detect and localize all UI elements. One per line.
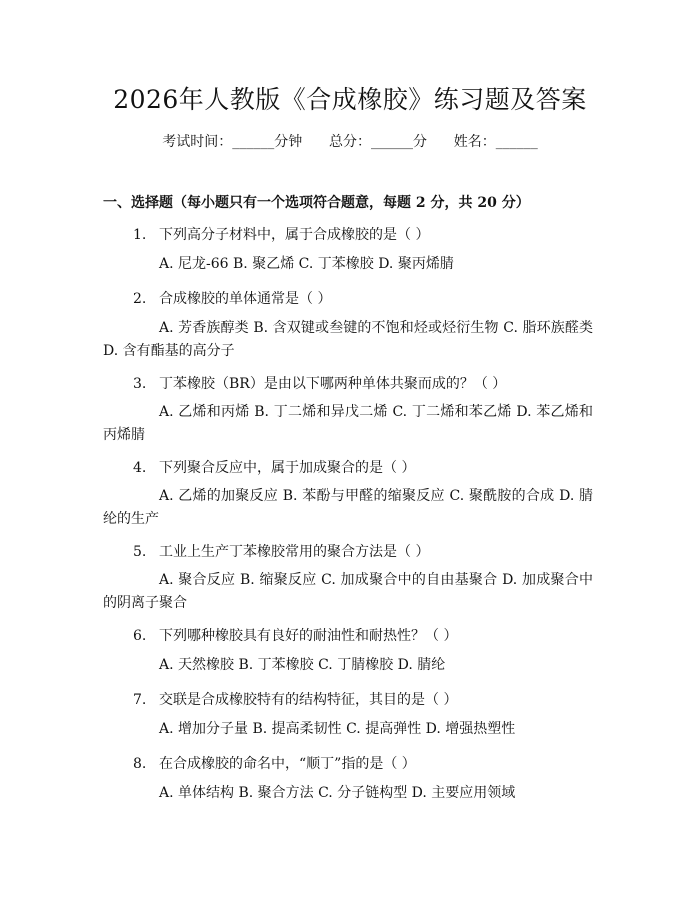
question-text: 交联是合成橡胶特有的结构特征，其目的是（ ）: [159, 692, 458, 708]
question-stem: [133, 288, 331, 308]
question-text: 下列聚合反应中，属于加成聚合的是（ ）: [159, 460, 416, 476]
question-number: 8.: [133, 756, 147, 772]
question-options: A. 单体结构 B. 聚合方法 C. 分子链构型 D. 主要应用领域: [159, 785, 516, 801]
question-options: A. 聚合反应 B. 缩聚反应 C. 加成聚合中的自由基聚合 D. 加成聚合中的阴离子聚合: [103, 572, 593, 611]
question-options: A. 芳香族醇类 B. 含双键或叁键的不饱和烃或烃衍生物 C. 脂环族醛类 D. 含有酯基的高分子: [103, 320, 593, 359]
question-number: 1.: [133, 227, 147, 243]
question-text: 工业上生产丁苯橡胶常用的聚合方法是（ ）: [159, 544, 430, 560]
question-number: 2.: [133, 291, 147, 307]
question-options: A. 天然橡胶 B. 丁苯橡胶 C. 丁腈橡胶 D. 腈纶: [159, 657, 446, 673]
question-options: A. 尼龙-66 B. 聚乙烯 C. 丁苯橡胶 D. 聚丙烯腈: [159, 256, 454, 272]
question-number: 7.: [133, 692, 147, 708]
section-heading: 一、选择题（每小题只有一个选项符合题意，每题 2 分，共 20 分）: [103, 195, 530, 211]
question-number: 4.: [133, 460, 147, 476]
question-stem: [133, 625, 457, 645]
question-text: 在合成橡胶的命名中，“顺丁”指的是（ ）: [159, 756, 416, 772]
question-text: 下列高分子材料中，属于合成橡胶的是（ ）: [159, 227, 430, 243]
question-options: A. 乙烯和丙烯 B. 丁二烯和异戊二烯 C. 丁二烯和苯乙烯 D. 苯乙烯和丙烯腈: [103, 404, 593, 443]
exam-info-line: 考试时间：______分钟 总分：______分 姓名：______: [162, 134, 538, 150]
question-options: A. 增加分子量 B. 提高柔韧性 C. 提高弹性 D. 增强热塑性: [159, 721, 516, 737]
question-number: 3.: [133, 376, 147, 392]
question-text: 丁苯橡胶（BR）是由以下哪两种单体共聚而成的？（ ）: [159, 376, 507, 392]
question-number: 6.: [133, 628, 147, 644]
question-stem: [133, 224, 429, 244]
page-title: 2026年人教版《合成橡胶》练习题及答案: [113, 85, 587, 114]
question-stem: [133, 689, 457, 709]
question-options: A. 乙烯的加聚反应 B. 苯酚与甲醛的缩聚反应 C. 聚酰胺的合成 D. 腈纶的生产: [103, 488, 593, 527]
question-stem: [133, 457, 415, 477]
question-stem: [133, 753, 416, 773]
question-number: 5.: [133, 544, 147, 560]
question-text: 合成橡胶的单体通常是（ ）: [159, 291, 332, 307]
question-stem: [133, 373, 506, 393]
question-stem: [133, 541, 429, 561]
question-text: 下列哪种橡胶具有良好的耐油性和耐热性？（ ）: [159, 628, 458, 644]
